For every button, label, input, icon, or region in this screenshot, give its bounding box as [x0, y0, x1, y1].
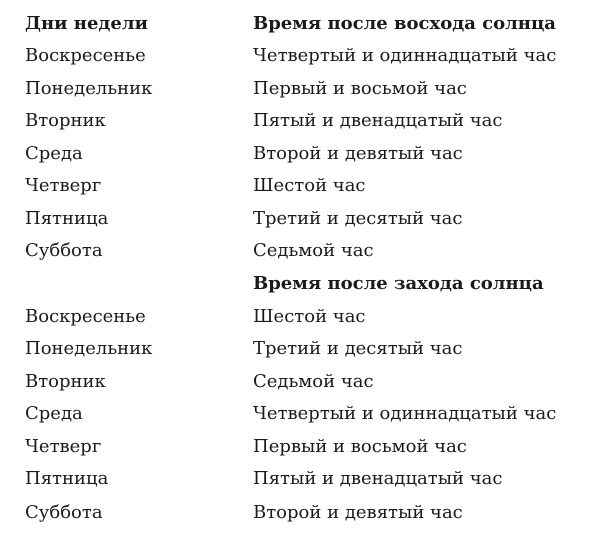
- day-name: Четверг: [25, 436, 102, 457]
- day-name: Пятница: [25, 208, 109, 229]
- table-header-row: [0, 8, 599, 40]
- table-row: [0, 301, 599, 333]
- table-row: [0, 398, 599, 430]
- table-row: [0, 497, 599, 529]
- hour-value: Первый и восьмой час: [253, 436, 467, 457]
- days-column-header: Дни недели: [25, 13, 148, 34]
- hour-value: Первый и восьмой час: [253, 78, 467, 99]
- table-row: [0, 40, 599, 72]
- table-row: [0, 203, 599, 235]
- hour-value: Седьмой час: [253, 240, 374, 261]
- hour-value: Пятый и двенадцатый час: [253, 468, 503, 489]
- table-row: [0, 333, 599, 365]
- day-name: Четверг: [25, 175, 102, 196]
- table-row: [0, 138, 599, 170]
- section-header-row: [0, 268, 599, 300]
- table-row: [0, 105, 599, 137]
- table-row: [0, 463, 599, 495]
- table-row: [0, 235, 599, 267]
- hour-value: Шестой час: [253, 306, 366, 327]
- day-name: Воскресенье: [25, 306, 146, 327]
- after-sunrise-header: Время после восхода солнца: [253, 13, 556, 34]
- day-name: Суббота: [25, 502, 103, 523]
- hour-value: Четвертый и одиннадцатый час: [253, 403, 557, 424]
- day-name: Вторник: [25, 110, 106, 131]
- day-name: Пятница: [25, 468, 109, 489]
- hour-value: Четвертый и одиннадцатый час: [253, 45, 557, 66]
- hour-value: Седьмой час: [253, 371, 374, 392]
- day-name: Среда: [25, 143, 83, 164]
- hour-value: Пятый и двенадцатый час: [253, 110, 503, 131]
- day-name: Понедельник: [25, 338, 153, 359]
- hour-value: Второй и девятый час: [253, 502, 463, 523]
- after-sunset-header: Время после захода солнца: [253, 273, 544, 294]
- day-name: Понедельник: [25, 78, 153, 99]
- day-name: Суббота: [25, 240, 103, 261]
- day-name: Воскресенье: [25, 45, 146, 66]
- hour-value: Шестой час: [253, 175, 366, 196]
- day-name: Вторник: [25, 371, 106, 392]
- table-row: [0, 170, 599, 202]
- table-row: [0, 73, 599, 105]
- hour-value: Третий и десятый час: [253, 208, 463, 229]
- hour-value: Третий и десятый час: [253, 338, 463, 359]
- day-name: Среда: [25, 403, 83, 424]
- table-row: [0, 366, 599, 398]
- hour-value: Второй и девятый час: [253, 143, 463, 164]
- table-row: [0, 431, 599, 463]
